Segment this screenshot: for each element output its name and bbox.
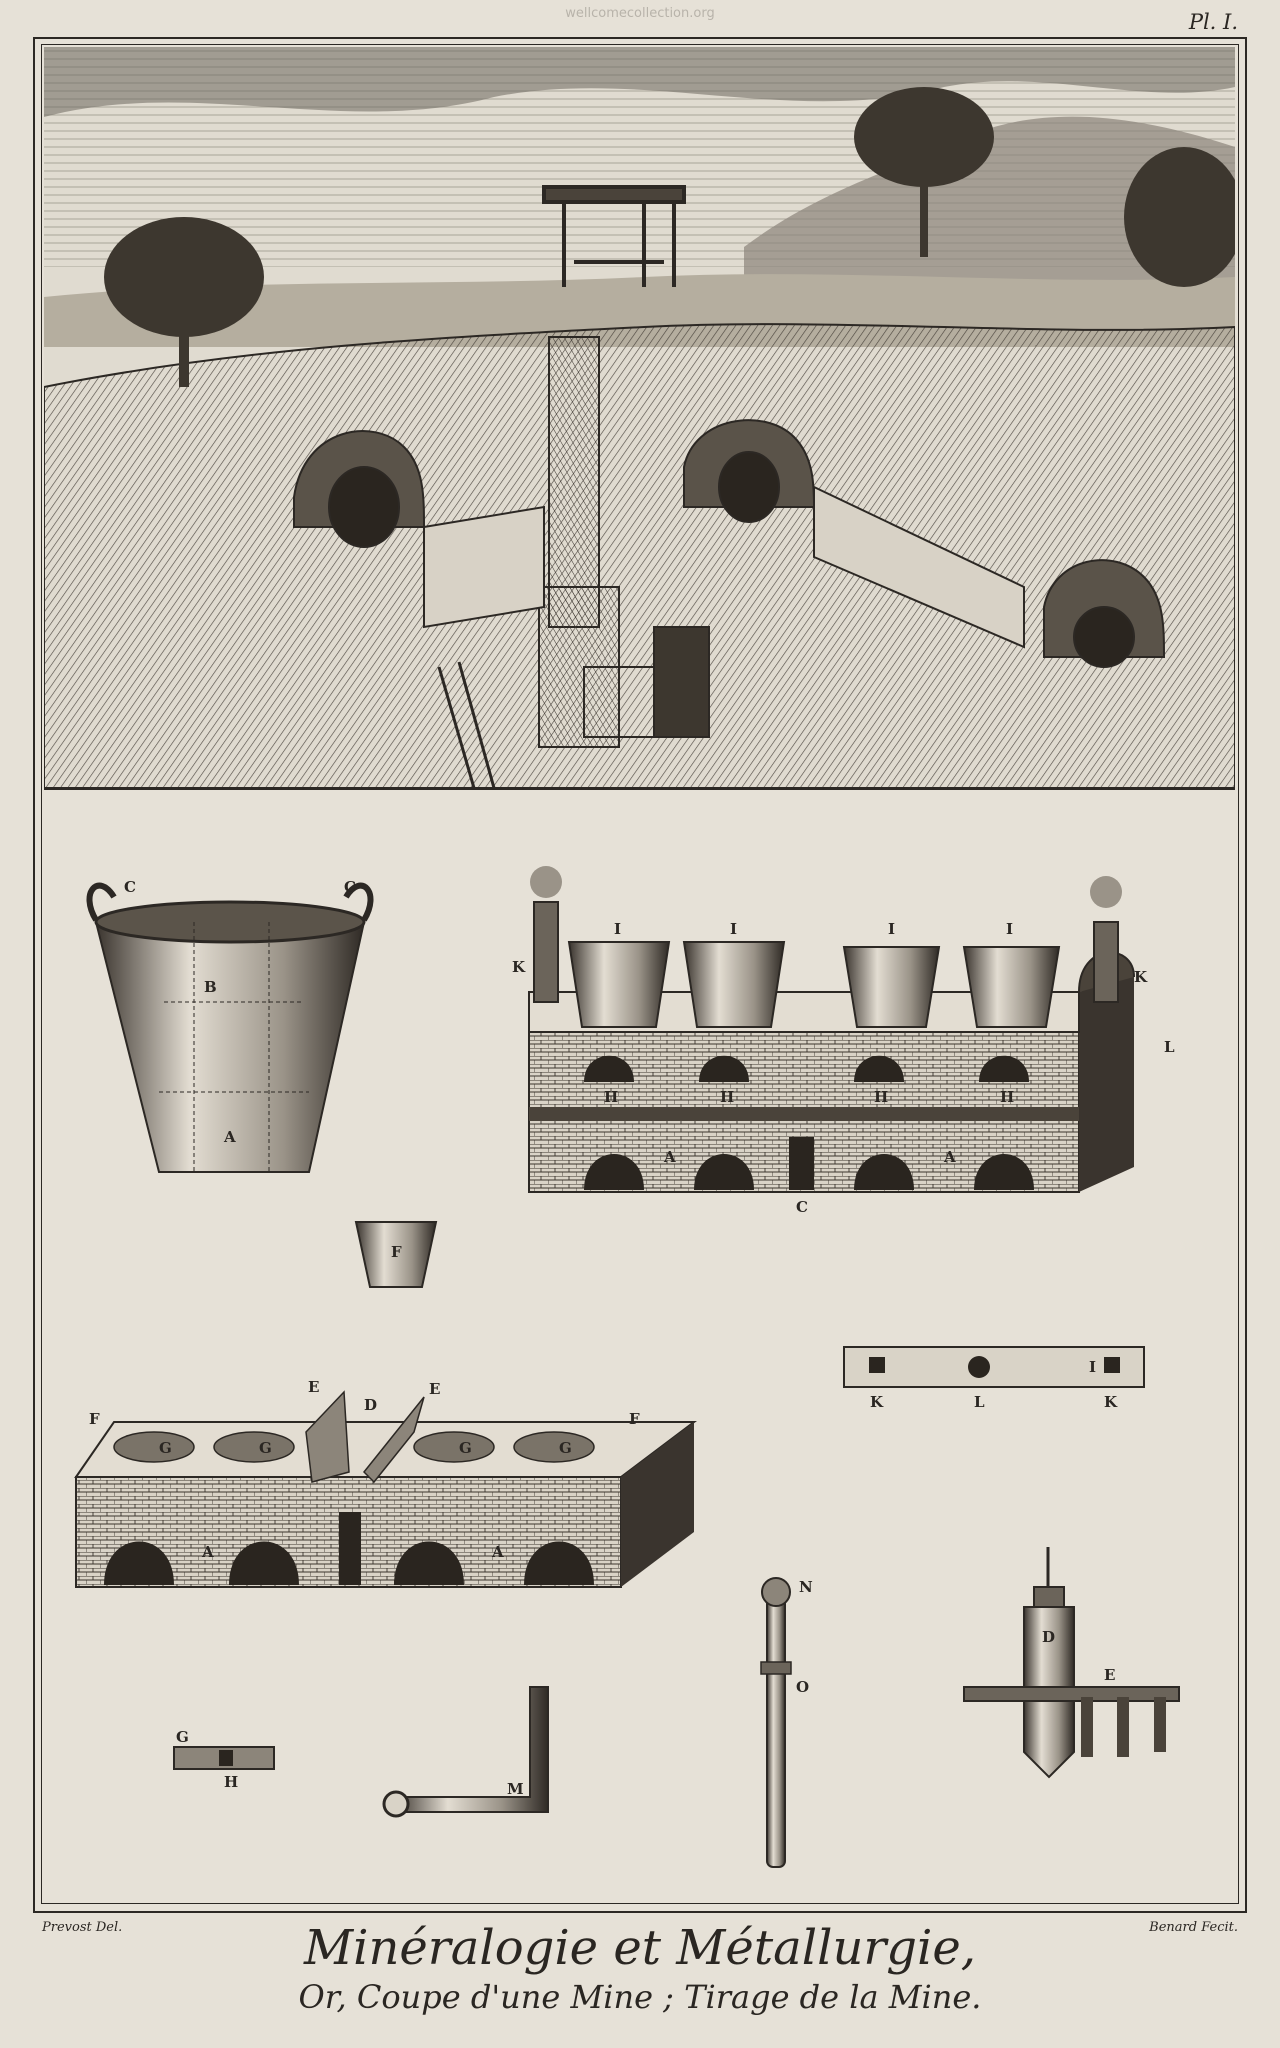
credit-engraver: Benard Fecit. [1149, 1920, 1238, 1935]
tool-label-e: E [1104, 1666, 1116, 1684]
furnace2-label-g2: G [259, 1439, 272, 1457]
bar-label-i: I [1089, 1358, 1097, 1376]
bucket-label-a: A [224, 1128, 236, 1146]
small-piece-label: F [391, 1243, 402, 1261]
bar-label-l: L [974, 1393, 985, 1411]
figures-engraving [44, 792, 1235, 1902]
furnace-label-k1: K [512, 958, 526, 976]
furnace2-label-g1: G [159, 1439, 172, 1457]
furnace-label-k2: K [1134, 968, 1148, 986]
tool-label-d: D [1042, 1628, 1056, 1646]
window-label-3: H [874, 1088, 889, 1106]
crank-figure [384, 1687, 548, 1816]
tool-figure [964, 1547, 1179, 1777]
watermark: wellcomecollection.org [565, 6, 715, 21]
plate-title: Minéralogie et Métallurgie, [303, 1920, 977, 1976]
furnace2-label-a1: A [202, 1543, 214, 1561]
small-piece-figure [356, 1222, 436, 1287]
bucket-label-c1: C [124, 878, 136, 896]
arch-label-a1: A [664, 1148, 676, 1166]
earth-strata [44, 324, 1235, 788]
figures-panel [44, 792, 1235, 1902]
bar-label-k1: K [870, 1393, 884, 1411]
bucket-label-b: B [204, 978, 217, 996]
mine-engraving [44, 47, 1235, 788]
mine-section-illustration [44, 47, 1235, 790]
credit-draughtsman: Prevost Del. [42, 1920, 123, 1935]
furnace2-label-f1: F [89, 1410, 100, 1428]
small-bar-figure [174, 1728, 274, 1791]
rod-label-n: N [799, 1578, 813, 1596]
furnace2-label-g3: G [459, 1439, 472, 1457]
furnace2-label-g4: G [559, 1439, 572, 1457]
rod-label-o: O [796, 1678, 810, 1696]
rod-figure [761, 1578, 813, 1867]
furnace2-label-f2: F [629, 1410, 640, 1428]
arch-label-a2: A [944, 1148, 956, 1166]
plate-number: Pl. I. [1188, 10, 1238, 34]
bucket-figure [89, 878, 370, 1172]
furnace2-label-a2: A [492, 1543, 504, 1561]
furnace2-label-d: D [364, 1396, 378, 1414]
pot-label-2: I [730, 920, 738, 938]
bar-figure [844, 1347, 1144, 1411]
furnace-label-l: L [1164, 1038, 1175, 1056]
bucket-label-c2: C [344, 878, 356, 896]
crank-label: M [507, 1780, 524, 1798]
furnace2-label-e2: E [429, 1380, 441, 1398]
furnace-with-pots-figure [512, 866, 1175, 1216]
window-label-1: H [604, 1088, 619, 1106]
arch-label-c: C [796, 1198, 808, 1216]
furnace2-label-e1: E [308, 1378, 320, 1396]
pot-label-3: I [888, 920, 896, 938]
window-label-4: H [1000, 1088, 1015, 1106]
window-label-2: H [720, 1088, 735, 1106]
open-furnace-figure [76, 1378, 694, 1587]
pot-label-1: I [614, 920, 622, 938]
small-bar-label-g: G [176, 1728, 189, 1746]
pot-label-4: I [1006, 920, 1014, 938]
plate-subtitle: Or, Coupe d'une Mine ; Tirage de la Mine. [298, 1978, 982, 2016]
bar-label-k2: K [1104, 1393, 1118, 1411]
small-bar-label-h: H [224, 1773, 239, 1791]
